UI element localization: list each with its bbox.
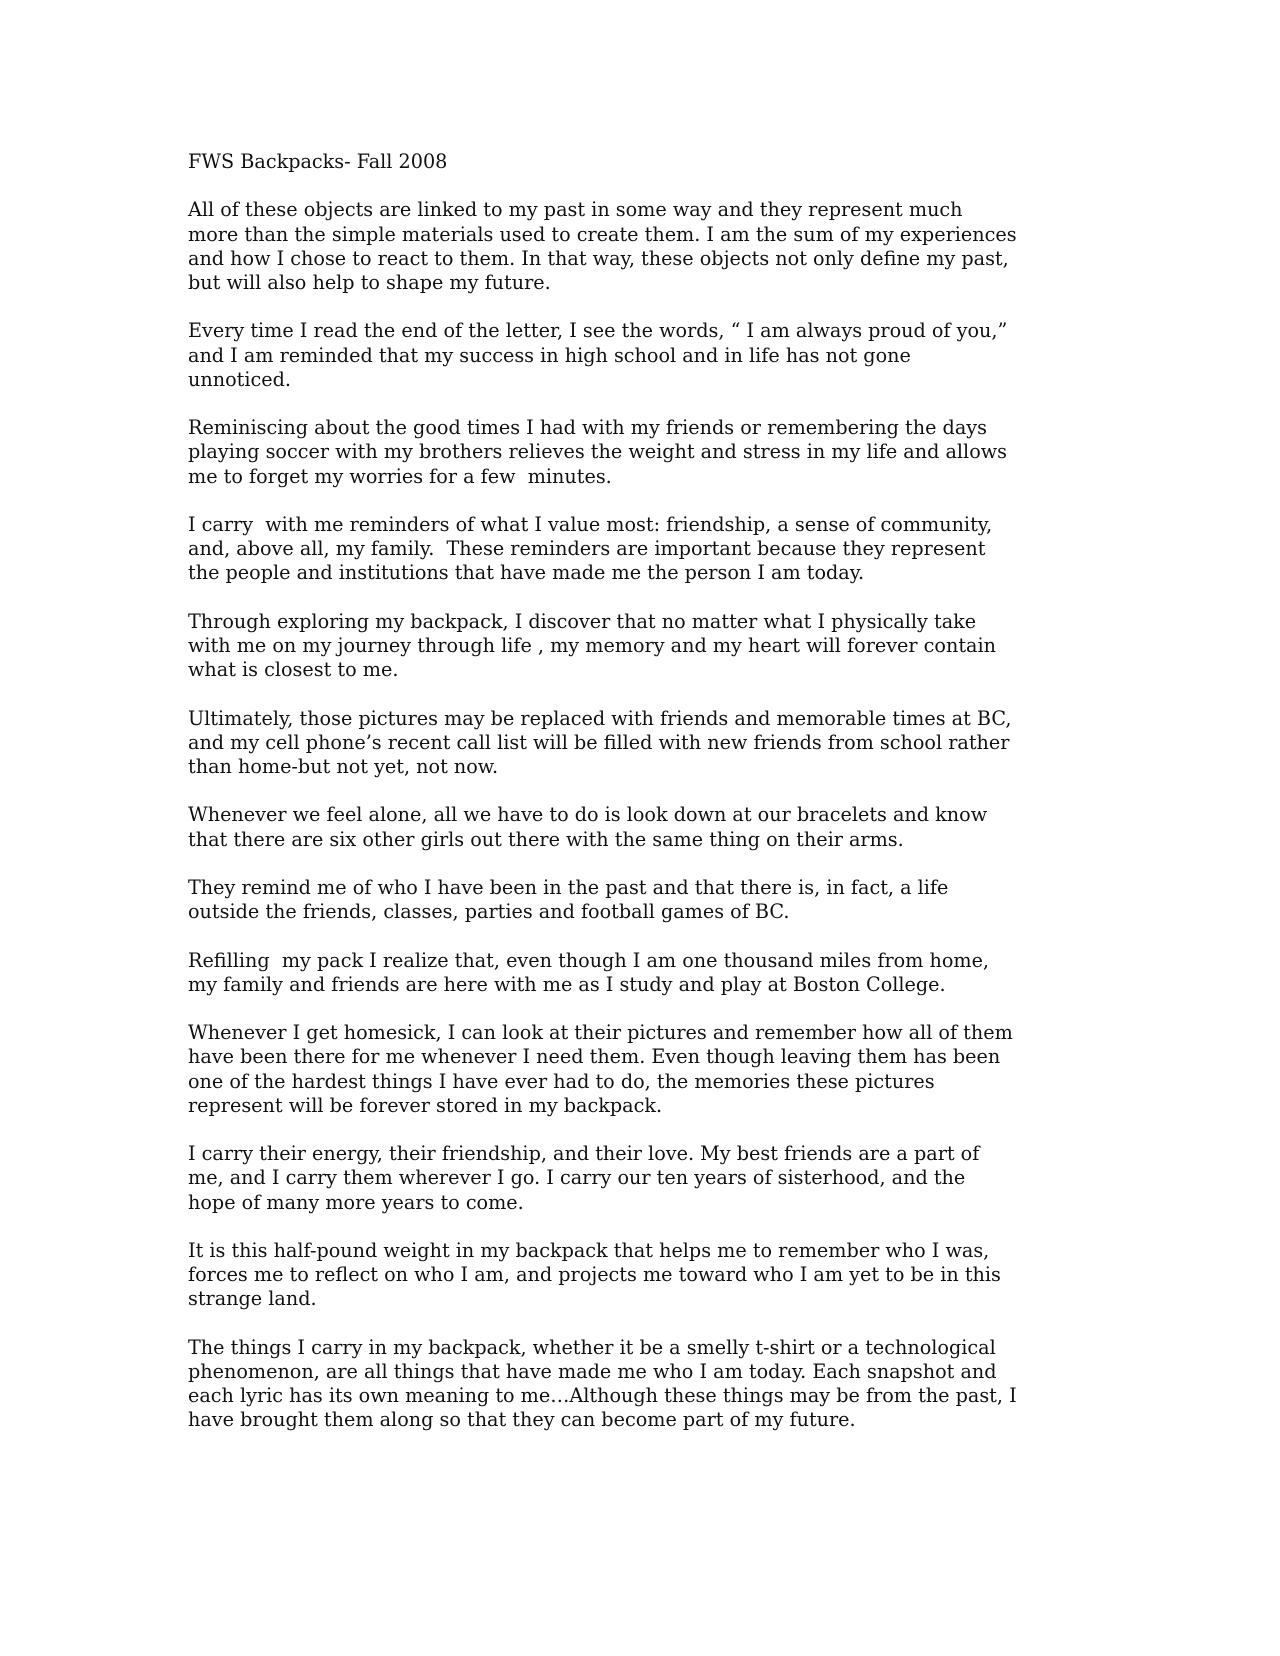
paragraph <box>188 610 1108 683</box>
paragraph-line: outside the friends, classes, parties and football games of BC. <box>188 900 790 924</box>
paragraph-line: than home-but not yet, not now. <box>188 754 499 778</box>
paragraph-line: and I am reminded that my success in high school and in life has not gone <box>188 343 911 367</box>
paragraph-line: but will also help to shape my future. <box>188 271 551 294</box>
paragraph <box>188 1336 1108 1433</box>
paragraph <box>188 1142 1108 1215</box>
paragraph <box>188 513 1108 586</box>
paragraph-line: Through exploring my backpack, I discover that no matter what I physically take <box>188 609 977 633</box>
paragraph-line: represent will be forever stored in my backpack. <box>188 1093 663 1117</box>
paragraph-line: with me on my journey through life , my memory and my heart will forever contain <box>188 633 996 657</box>
paragraph-line: The things I carry in my backpack, whether it be a smelly t-shirt or a technological <box>188 1335 996 1359</box>
paragraph-line: my family and friends are here with me as I study and play at Boston College. <box>188 972 946 996</box>
paragraph-line: phenomenon, are all things that have made me who I am today. Each snapshot and <box>188 1359 997 1383</box>
paragraph-line: what is closest to me. <box>188 658 399 682</box>
paragraph-line: strange land. <box>188 1287 317 1311</box>
paragraph <box>188 707 1108 780</box>
paragraph-line: hope of many more years to come. <box>188 1190 524 1214</box>
document-title: FWS Backpacks- Fall 2008 <box>188 150 448 173</box>
paragraph <box>188 1239 1108 1312</box>
paragraph-line: me to forget my worries for a few minutes. <box>188 464 612 488</box>
paragraph-line: have brought them along so that they can become part of my future. <box>188 1408 856 1432</box>
paragraph-line: more than the simple materials used to create them. I am the sum of my experiences <box>188 222 1017 246</box>
paragraph <box>188 416 1108 489</box>
paragraph <box>188 876 1108 924</box>
paragraph-line: Reminiscing about the good times I had with my friends or remembering the days <box>188 416 987 440</box>
paragraph-line: I carry their energy, their friendship, and their love. My best friends are a part of <box>188 1142 980 1166</box>
paragraph <box>188 803 1108 851</box>
paragraph <box>188 1021 1108 1118</box>
paragraph-line: Refilling my pack I realize that, even though I am one thousand miles from home, <box>188 948 990 972</box>
paragraph-line: and, above all, my family. These reminders are important because they represent <box>188 537 986 561</box>
paragraph-line: forces me to reflect on who I am, and projects me toward who I am yet to be in this <box>188 1263 1001 1287</box>
paragraph-line: the people and institutions that have made me the person I am today. <box>188 561 865 585</box>
paragraph-line: that there are six other girls out there with the same thing on their arms. <box>188 827 904 851</box>
paragraph-line: and my cell phone’s recent call list will be filled with new friends from school rather <box>188 730 1010 754</box>
paragraph-line: have been there for me whenever I need them. Even though leaving them has been <box>188 1045 1001 1069</box>
paragraph-line: It is this half-pound weight in my backpack that helps me to remember who I was, <box>188 1238 990 1262</box>
paragraph-line: All of these objects are linked to my past in some way and they represent much <box>188 198 963 222</box>
paragraph-line: and how I chose to react to them. In that way, these objects not only define my past, <box>188 246 1009 270</box>
paragraph-line: Ultimately, those pictures may be replaced with friends and memorable times at BC, <box>188 706 1012 730</box>
paragraph-line: unnoticed. <box>188 367 291 391</box>
paragraph-line: They remind me of who I have been in the past and that there is, in fact, a life <box>188 875 949 899</box>
paragraph-line: Every time I read the end of the letter, I see the words, “ I am always proud of you,” <box>188 319 1008 343</box>
paragraph <box>188 198 1108 295</box>
paragraph-line: me, and I carry them wherever I go. I carry our ten years of sisterhood, and the <box>188 1166 966 1190</box>
paragraph-line: I carry with me reminders of what I value most: friendship, a sense of community, <box>188 512 993 536</box>
paragraph <box>188 319 1108 392</box>
paragraph-line: one of the hardest things I have ever had to do, the memories these pictures <box>188 1069 935 1093</box>
paragraph-line: each lyric has its own meaning to me…Although these things may be from the past, I <box>188 1384 1017 1408</box>
paragraph <box>188 949 1108 997</box>
paragraph-line: playing soccer with my brothers relieves the weight and stress in my life and allows <box>188 440 1008 464</box>
document-body <box>188 150 1108 1457</box>
paragraph-line: Whenever I get homesick, I can look at their pictures and remember how all of them <box>188 1021 1013 1045</box>
paragraph-line: Whenever we feel alone, all we have to do is look down at our bracelets and know <box>188 803 988 827</box>
